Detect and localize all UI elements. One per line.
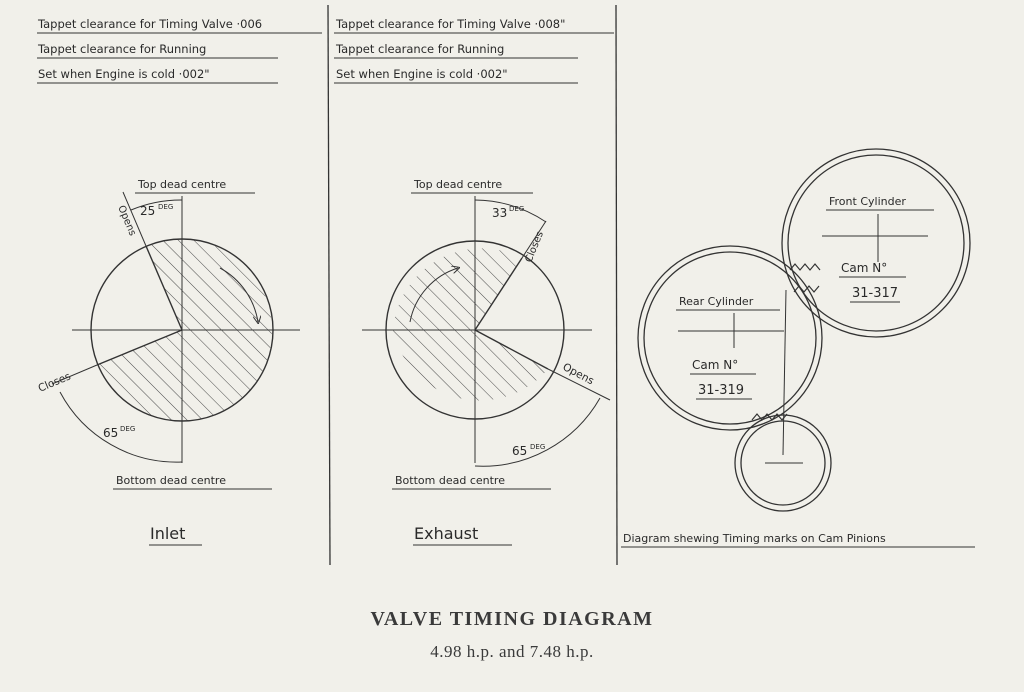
exhaust-note-running: Tappet clearance for Running [336,42,505,56]
exhaust-notes [334,17,614,83]
inlet-opens-degrees: 25 [140,204,156,218]
exhaust-opens-deg-unit: DEG [530,443,546,451]
rear-cam-label: Cam N° [692,358,739,372]
inlet-opens-arc [131,200,182,210]
rear-cylinder-label: Rear Cylinder [679,295,754,308]
cam-pinions-diagram [621,149,975,547]
rear-cam-number: 31-319 [698,383,745,398]
inlet-opens-label: Opens [115,203,138,238]
front-cam-label: Cam N° [841,261,888,275]
exhaust-closes-deg-unit: DEG [509,205,525,213]
inlet-bdc-label: Bottom dead centre [116,474,226,487]
figure-title: VALVE TIMING DIAGRAM [370,608,654,630]
inlet-title: Inlet [150,524,186,543]
exhaust-tdc-label: Top dead centre [414,178,503,191]
pinion-center-line [783,290,786,455]
exhaust-note-timing: Tappet clearance for Timing Valve ·008" [336,17,566,31]
inlet-note-running: Tappet clearance for Running [38,42,207,56]
inlet-note-timing: Tappet clearance for Timing Valve ·006 [38,17,263,31]
figure-subtitle: 4.98 h.p. and 7.48 h.p. [430,642,594,661]
exhaust-opens-degrees: 65 [512,444,528,458]
inlet-timing-diagram [36,178,300,545]
exhaust-note-cold: Set when Engine is cold ·002" [336,67,508,81]
exhaust-closes-degrees: 33 [492,206,508,220]
inlet-closes-label: Closes [36,370,73,395]
exhaust-opens-arc [475,398,600,466]
rear-cam-pinion [638,246,822,430]
exhaust-opens-label: Opens [560,361,596,388]
inlet-closes-degrees: 65 [103,426,119,440]
front-rear-mesh-teeth [790,264,820,270]
inlet-notes [37,17,322,83]
exhaust-hatched-sector [393,248,548,400]
inlet-opens-deg-unit: DEG [158,203,174,211]
cam-pinions-caption: Diagram shewing Timing marks on Cam Pinions [623,532,886,545]
front-cam-number: 31-317 [852,286,899,301]
panel-divider-left [328,5,330,565]
front-cylinder-label: Front Cylinder [829,195,906,208]
inlet-tdc-label: Top dead centre [138,178,227,191]
exhaust-closes-label: Closes [523,229,546,265]
exhaust-bdc-label: Bottom dead centre [395,474,505,487]
exhaust-title: Exhaust [414,524,479,543]
inlet-note-cold: Set when Engine is cold ·002" [38,67,210,81]
panel-divider-right [616,5,617,565]
inlet-closes-deg-unit: DEG [120,425,136,433]
exhaust-timing-diagram [362,178,610,545]
